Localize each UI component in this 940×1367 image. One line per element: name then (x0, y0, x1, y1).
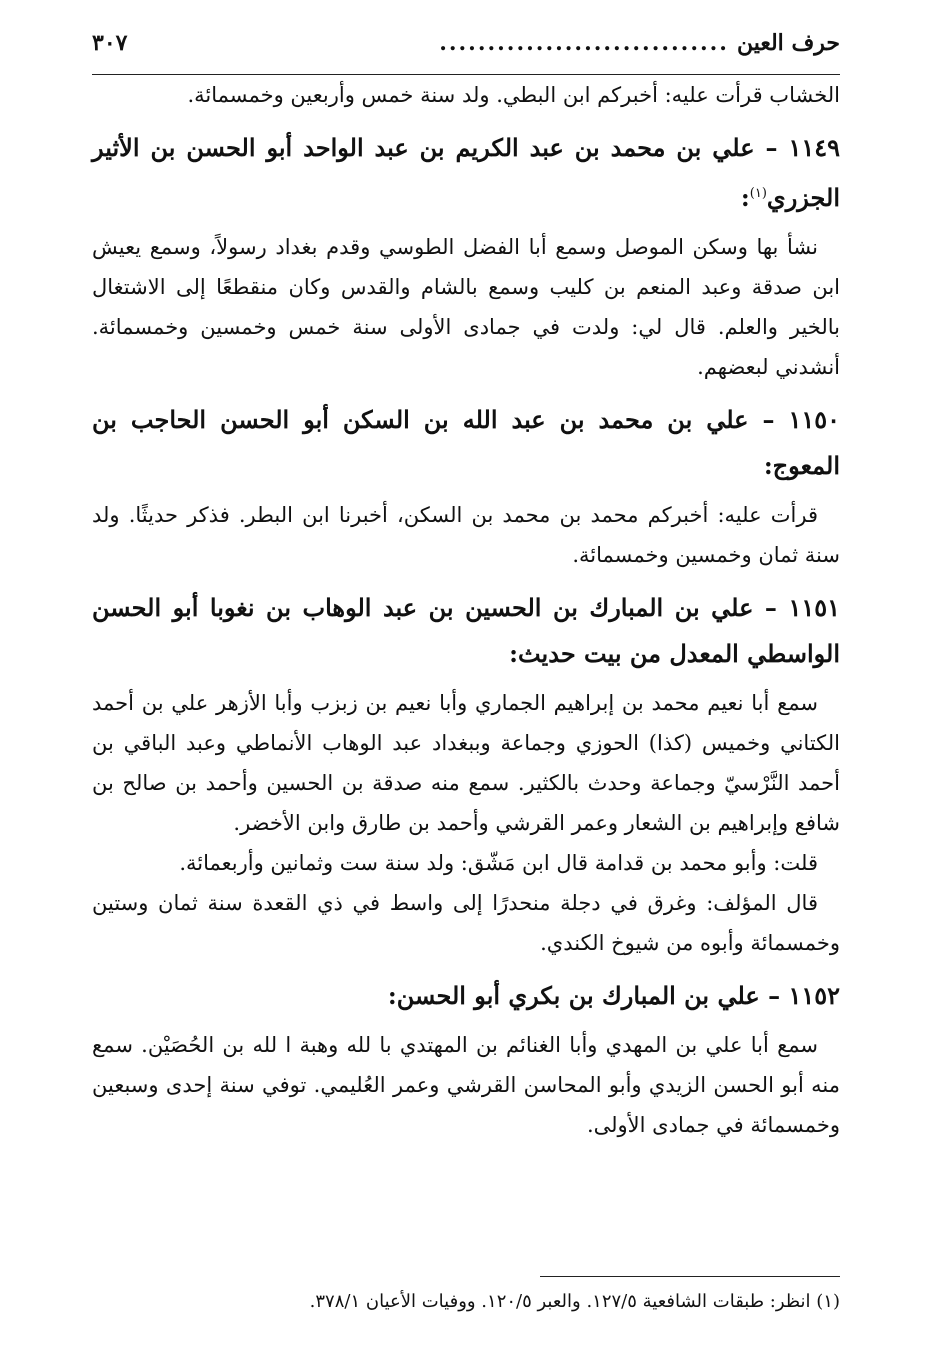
entry-paragraph: سمع أبا علي بن المهدي وأبا الغنائم بن المهتدي با لله وهبة ا لله بن الحُصَيْن. سمع منه أبو الحسن الزيدي وأبو المحاسن القرشي وعمر العُليمي. توفي سنة إحدى وسبعين وخمسمائة في جمادى الأولى. (92, 1033, 840, 1137)
running-header (92, 30, 840, 75)
entry-heading (92, 125, 840, 221)
entry-paragraph: قال المؤلف: وغرق في دجلة منحدرًا إلى واسط في ذي القعدة سنة ثمان وستين وخمسمائة وأبوه من شيوخ الكندي. (92, 891, 840, 955)
chapter-title: حرف العين (736, 30, 840, 56)
entry-paragraph: قرأت عليه: أخبركم محمد بن محمد بن السكن، أخبرنا ابن البطر. فذكر حديثًا. ولد سنة ثمان وخمسين وخمسمائة. (92, 503, 840, 567)
footnote-separator (540, 1276, 840, 1277)
footnote: (١) انظر: طبقات الشافعية ١٢٧/٥. والعبر ١٢٠/٥. ووفيات الأعيان ٣٧٨/١. (309, 1291, 840, 1312)
entry-1149 (92, 125, 840, 387)
entry-paragraph: قلت: وأبو محمد بن قدامة قال ابن مَشّق: ولد سنة ست وثمانين وأربعمائة. (179, 851, 818, 875)
page-number: ٣٠٧ (92, 30, 128, 56)
entry-heading-end: : (740, 183, 750, 212)
book-page (92, 30, 840, 1347)
entry-paragraph: نشأ بها وسكن الموصل وسمع أبا الفضل الطوسي وقدم بغداد رسولاً، وسمع يعيش ابن صدقة وعبد المنعم بن كليب وسمع بالشام والقدس وكان منقطعًا إلى الاشتغال بالخير والعلم. قال لي: ولدت في جمادى الأولى سنة خمس وخمسين وخمسمائة. أنشدني لبعضهم. (92, 235, 840, 379)
entry-1150 (92, 397, 840, 575)
entry-heading: ١١٥١ – علي بن المبارك بن الحسين بن عبد الوهاب بن نغوبا أبو الحسن الواسطي المعدل من بيت حديث: (92, 593, 840, 668)
entry-paragraph: سمع أبا نعيم محمد بن إبراهيم الجماري وأبا نعيم بن زبزب وأبا الأزهر علي بن أحمد الكتاني وخميس (كذا) الحوزي وجماعة وببغداد عبد الوهاب الأنماطي وعبد الباقي بن أحمد النَّرْسيّ وجماعة وحدث بالكثير. سمع منه صدقة بن الحسين وأحمد بن صالح بن شافع وإبراهيم بن الشعار وعمر القرشي وأحمد بن طارق وابن الأخضر. (92, 691, 840, 835)
entry-heading-text: ١١٤٩ – علي بن محمد بن عبد الكريم بن عبد الواحد أبو الحسن بن الأثير الجزري (92, 133, 840, 212)
entry-heading: ١١٥٠ – علي بن محمد بن عبد الله بن السكن أبو الحسن الحاجب بن المعوج: (92, 405, 840, 480)
leader-dots: .............................. (439, 30, 729, 56)
entry-heading: ١١٥٢ – علي بن المبارك بن بكري أبو الحسن: (387, 981, 840, 1010)
intro-paragraph: الخشاب قرأت عليه: أخبركم ابن البطي. ولد سنة خمس وأربعين وخمسمائة. (187, 83, 840, 107)
entry-1152 (92, 973, 840, 1145)
footnote-reference[interactable]: (١) (749, 186, 767, 201)
entry-1151 (92, 585, 840, 963)
